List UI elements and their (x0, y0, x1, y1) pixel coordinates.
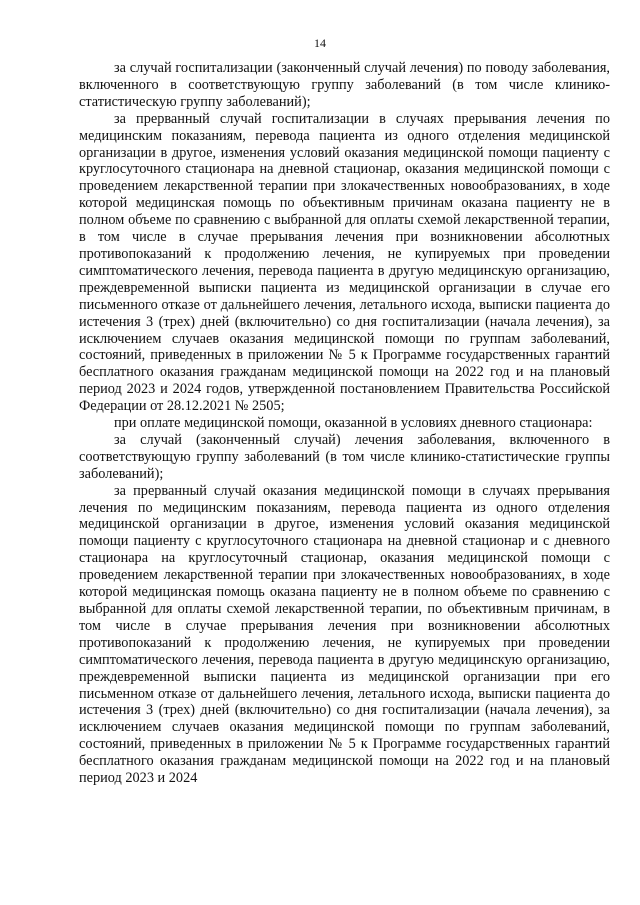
paragraph-day-hospital-interrupted-case: за прерванный случай оказания медицинской помощи в случаях прерывания лечения по медицинским показаниям, перевода пациента из одного отделения медицинской организации в другое, изменения условий оказания медицинской помощи пациенту с круглосуточного стационара на дневной стационар и с дневного стационара на круглосуточный стационар, оказания медицинской помощи с проведением лекарственной терапии при злокачественных новообразованиях, в ходе которой медицинская помощь оказана пациенту не в полном объеме по сравнению с выбранной для оплаты схемой лекарственной терапии, по объективным причинам, в том числе в случае прерывания лечения при возникновении абсолютных противопоказаний к продолжению лечения, не купируемых при проведении симптоматического лечения, перевода пациента в другую медицинскую организацию, преждевременной выписки пациента из медицинской организации при его письменном отказе от дальнейшего лечения, летального исхода, выписки пациента до истечения 3 (трех) дней (включительно) со дня госпитализации (начала лечения), за исключением случаев оказания медицинской помощи по группам заболеваний, состояний, приведенных в приложении № 5 к Программе государственных гарантий бесплатного оказания гражданам медицинской помощи на 2022 год и на плановый период 2023 и 2024 (79, 482, 610, 787)
paragraph-hospital-interrupted-case: за прерванный случай госпитализации в случаях прерывания лечения по медицинским показаниям, перевода пациента из одного отделения медицинской организации в другое, изменения условий оказания медицинской помощи пациенту с круглосуточного стационара на дневной стационар, оказания медицинской помощи с проведением лекарственной терапии при злокачественных новообразованиях, в ходе которой медицинская помощь по объективным причинам оказана пациенту не в полном объеме по сравнению с выбранной для оплаты схемой лекарственной терапии, в том числе в случае прерывания лечения при возникновении абсолютных противопоказаний к продолжению лечения, не купируемых при проведении симптоматического лечения, перевода пациента в другую медицинскую организацию, преждевременной выписки пациента из медицинской организации в случае его письменного отказе от дальнейшего лечения, летального исхода, выписки пациента до истечения 3 (трех) дней (включительно) со дня госпитализации (начала лечения), за исключением случаев оказания медицинской помощи по группам заболеваний, состояний, приведенных в приложении № 5 к Программе государственных гарантий бесплатного оказания гражданам медицинской помощи на 2022 год и на плановый период 2023 и 2024 годов, утвержденной постановлением Правительства Российской Федерации от 28.12.2021 № 2505; (79, 110, 610, 415)
body-text (79, 60, 610, 787)
paragraph-day-hospital-completed-case: за случай (законченный случай) лечения заболевания, включенного в соответствующую группу заболеваний (в том числе клинико-статистические группы заболеваний); (79, 431, 610, 482)
page-number: 14 (314, 36, 326, 50)
paragraph-hospital-completed-case: за случай госпитализации (законченный случай лечения) по поводу заболевания, включенного в соответствующую группу заболеваний (в том числе клинико-статистическую группу заболеваний); (79, 60, 610, 110)
paragraph-day-hospital-intro: при оплате медицинской помощи, оказанной в условиях дневного стационара: (114, 415, 593, 432)
